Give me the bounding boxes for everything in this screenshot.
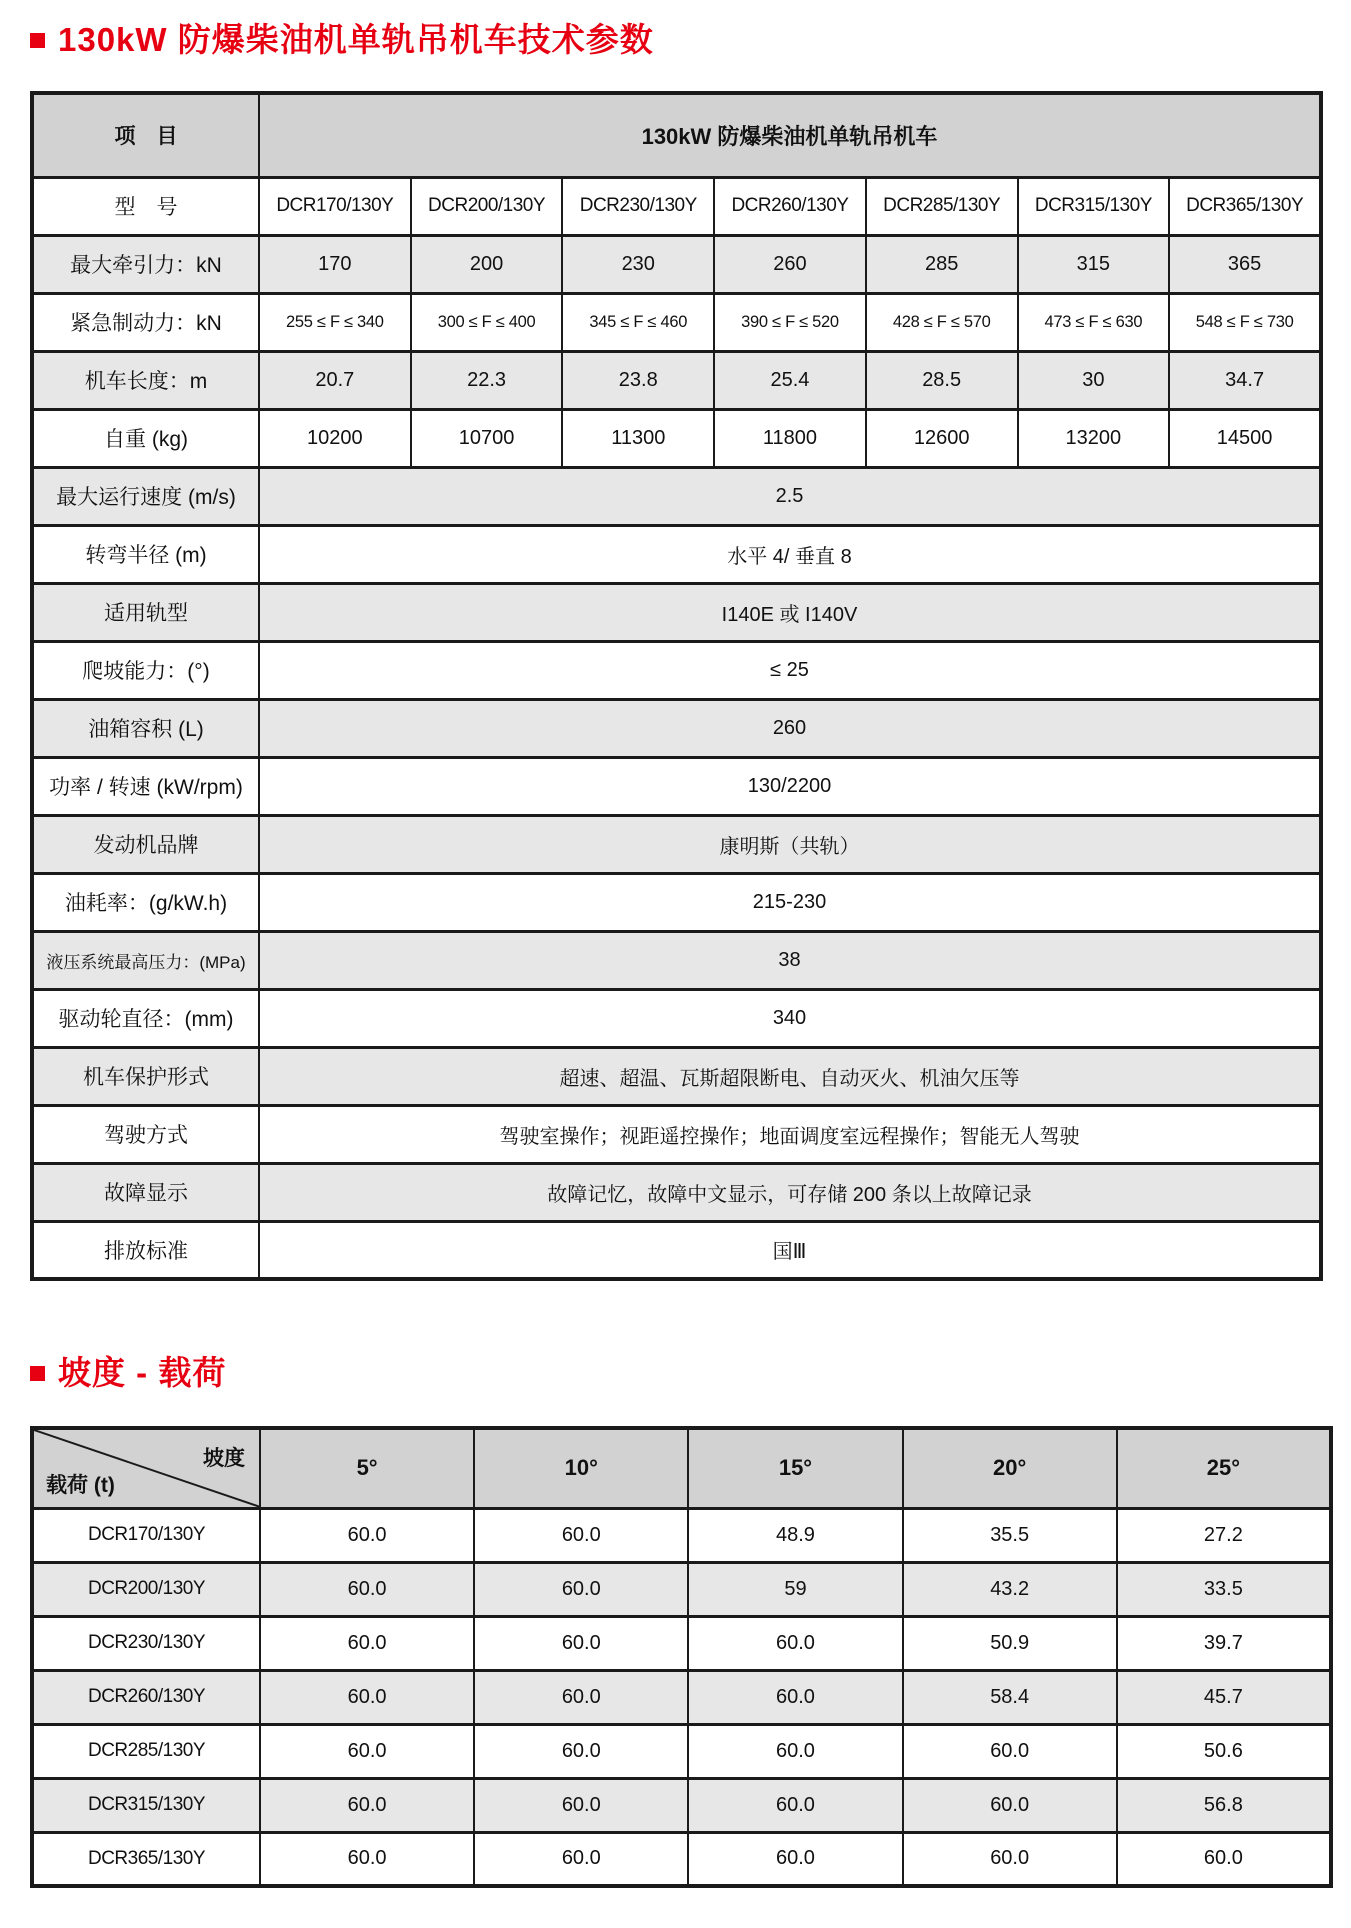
span-value-cell: 超速、超温、瓦斯超限断电、自动灭火、机油欠压等	[259, 1047, 1321, 1105]
model-name-cell: DCR315/130Y	[32, 1778, 260, 1832]
row-label: 爬坡能力：(°)	[32, 641, 259, 699]
model-name-cell: DCR285/130Y	[32, 1724, 260, 1778]
span-value-cell: 康明斯（共轨）	[259, 815, 1321, 873]
spec-row-speed	[32, 467, 1321, 525]
corner-slope-label: 坡度	[203, 1447, 245, 1470]
diagonal-corner-cell	[32, 1428, 260, 1508]
value-cell: 34.7	[1169, 351, 1321, 409]
load-value-cell: 60.0	[688, 1778, 902, 1832]
row-label: 机车保护形式	[32, 1047, 259, 1105]
row-label: 油箱容积 (L)	[32, 699, 259, 757]
load-row	[32, 1508, 1331, 1562]
spec-header-row	[32, 93, 1321, 177]
value-cell: 300 ≤ F ≤ 400	[411, 293, 563, 351]
value-cell: 285	[866, 235, 1018, 293]
model-name-cell: DCR230/130Y	[562, 177, 714, 235]
model-name-cell: DCR365/130Y	[32, 1832, 260, 1886]
load-value-cell: 56.8	[1117, 1778, 1331, 1832]
span-value-cell: 国Ⅲ	[259, 1221, 1321, 1279]
load-value-cell: 58.4	[903, 1670, 1117, 1724]
spec-row-fuel-rate	[32, 873, 1321, 931]
section1-title-text: 130kW 防爆柴油机单轨吊机车技术参数	[58, 21, 654, 58]
load-row	[32, 1778, 1331, 1832]
spec-row-fuel-tank	[32, 699, 1321, 757]
slope-column-header: 15°	[688, 1428, 902, 1508]
load-value-cell: 60.0	[260, 1778, 474, 1832]
corner-load-label: 载荷 (t)	[46, 1473, 115, 1497]
load-header-row	[32, 1428, 1331, 1508]
spec-row-weight	[32, 409, 1321, 467]
spec-row-power-rpm	[32, 757, 1321, 815]
red-square-bullet-icon	[30, 33, 45, 48]
load-value-cell: 59	[688, 1562, 902, 1616]
row-label: 驱动轮直径：(mm)	[32, 989, 259, 1047]
load-value-cell: 27.2	[1117, 1508, 1331, 1562]
load-value-cell: 60.0	[260, 1508, 474, 1562]
span-value-cell: ≤ 25	[259, 641, 1321, 699]
model-row	[32, 177, 1321, 235]
value-cell: 13200	[1018, 409, 1170, 467]
load-row	[32, 1616, 1331, 1670]
span-value-cell: 驾驶室操作；视距遥控操作；地面调度室远程操作；智能无人驾驶	[259, 1105, 1321, 1163]
model-name-cell: DCR200/130Y	[411, 177, 563, 235]
load-value-cell: 50.9	[903, 1616, 1117, 1670]
load-row	[32, 1562, 1331, 1616]
spec-row-climb	[32, 641, 1321, 699]
load-value-cell: 60.0	[688, 1616, 902, 1670]
model-name-cell: DCR285/130Y	[866, 177, 1018, 235]
row-label: 油耗率：(g/kW.h)	[32, 873, 259, 931]
row-label: 转弯半径 (m)	[32, 525, 259, 583]
span-value-cell: 215-230	[259, 873, 1321, 931]
value-cell: 260	[714, 235, 866, 293]
load-value-cell: 60.0	[1117, 1832, 1331, 1886]
row-label: 适用轨型	[32, 583, 259, 641]
load-value-cell: 39.7	[1117, 1616, 1331, 1670]
row-label: 功率 / 转速 (kW/rpm)	[32, 757, 259, 815]
slope-column-header: 20°	[903, 1428, 1117, 1508]
load-value-cell: 60.0	[474, 1670, 688, 1724]
row-label: 驾驶方式	[32, 1105, 259, 1163]
value-cell: 30	[1018, 351, 1170, 409]
section2-title	[30, 1347, 1329, 1394]
spec-row-rail-type	[32, 583, 1321, 641]
span-value-cell: 130/2200	[259, 757, 1321, 815]
load-value-cell: 60.0	[260, 1670, 474, 1724]
load-value-cell: 60.0	[903, 1778, 1117, 1832]
spec-row-emission	[32, 1221, 1321, 1279]
row-label: 发动机品牌	[32, 815, 259, 873]
load-value-cell: 60.0	[903, 1832, 1117, 1886]
spec-row-driving-mode	[32, 1105, 1321, 1163]
value-cell: 170	[259, 235, 411, 293]
spec-table	[30, 91, 1323, 1281]
spec-row-turn-radius	[32, 525, 1321, 583]
value-cell: 255 ≤ F ≤ 340	[259, 293, 411, 351]
value-cell: 10700	[411, 409, 563, 467]
row-label: 紧急制动力：kN	[32, 293, 259, 351]
model-name-cell: DCR230/130Y	[32, 1616, 260, 1670]
spec-header-group-label: 130kW 防爆柴油机单轨吊机车	[259, 93, 1321, 177]
value-cell: 473 ≤ F ≤ 630	[1018, 293, 1170, 351]
spec-row-traction	[32, 235, 1321, 293]
span-value-cell: 38	[259, 931, 1321, 989]
load-value-cell: 60.0	[260, 1616, 474, 1670]
span-value-cell: 2.5	[259, 467, 1321, 525]
red-square-bullet-icon	[30, 1366, 45, 1381]
slope-column-header: 25°	[1117, 1428, 1331, 1508]
model-name-cell: DCR170/130Y	[259, 177, 411, 235]
row-label: 最大运行速度 (m/s)	[32, 467, 259, 525]
load-value-cell: 60.0	[688, 1670, 902, 1724]
load-value-cell: 50.6	[1117, 1724, 1331, 1778]
value-cell: 23.8	[562, 351, 714, 409]
value-cell: 230	[562, 235, 714, 293]
model-name-cell: DCR315/130Y	[1018, 177, 1170, 235]
spec-row-hydraulic-pressure	[32, 931, 1321, 989]
load-value-cell: 60.0	[260, 1832, 474, 1886]
load-value-cell: 60.0	[474, 1724, 688, 1778]
slope-column-header: 5°	[260, 1428, 474, 1508]
load-value-cell: 60.0	[474, 1562, 688, 1616]
value-cell: 14500	[1169, 409, 1321, 467]
value-cell: 200	[411, 235, 563, 293]
load-value-cell: 43.2	[903, 1562, 1117, 1616]
section2-title-text: 坡度 - 载荷	[58, 1354, 227, 1391]
row-label: 排放标准	[32, 1221, 259, 1279]
row-label: 自重 (kg)	[32, 409, 259, 467]
value-cell: 390 ≤ F ≤ 520	[714, 293, 866, 351]
load-value-cell: 60.0	[688, 1832, 902, 1886]
slope-load-table	[30, 1426, 1333, 1888]
load-value-cell: 60.0	[260, 1724, 474, 1778]
row-label: 最大牵引力：kN	[32, 235, 259, 293]
value-cell: 428 ≤ F ≤ 570	[866, 293, 1018, 351]
row-label: 机车长度：m	[32, 351, 259, 409]
load-row	[32, 1724, 1331, 1778]
value-cell: 345 ≤ F ≤ 460	[562, 293, 714, 351]
span-value-cell: 故障记忆，故障中文显示，可存储 200 条以上故障记录	[259, 1163, 1321, 1221]
load-value-cell: 60.0	[474, 1778, 688, 1832]
load-value-cell: 60.0	[688, 1724, 902, 1778]
spec-row-fault-display	[32, 1163, 1321, 1221]
load-value-cell: 48.9	[688, 1508, 902, 1562]
row-label: 故障显示	[32, 1163, 259, 1221]
value-cell: 12600	[866, 409, 1018, 467]
load-value-cell: 60.0	[474, 1508, 688, 1562]
value-cell: 11300	[562, 409, 714, 467]
span-value-cell: 水平 4/ 垂直 8	[259, 525, 1321, 583]
value-cell: 315	[1018, 235, 1170, 293]
load-value-cell: 60.0	[260, 1562, 474, 1616]
value-cell: 10200	[259, 409, 411, 467]
value-cell: 11800	[714, 409, 866, 467]
span-value-cell: 340	[259, 989, 1321, 1047]
spec-row-length	[32, 351, 1321, 409]
model-name-cell: DCR260/130Y	[714, 177, 866, 235]
load-value-cell: 35.5	[903, 1508, 1117, 1562]
span-value-cell: 260	[259, 699, 1321, 757]
span-value-cell: I140E 或 I140V	[259, 583, 1321, 641]
value-cell: 20.7	[259, 351, 411, 409]
load-value-cell: 60.0	[903, 1724, 1117, 1778]
spec-row-protection	[32, 1047, 1321, 1105]
value-cell: 22.3	[411, 351, 563, 409]
slope-column-header: 10°	[474, 1428, 688, 1508]
model-name-cell: DCR365/130Y	[1169, 177, 1321, 235]
row-label: 液压系统最高压力：(MPa)	[32, 931, 259, 989]
section1-title	[30, 14, 1329, 61]
load-value-cell: 45.7	[1117, 1670, 1331, 1724]
load-value-cell: 33.5	[1117, 1562, 1331, 1616]
spec-row-drive-wheel	[32, 989, 1321, 1047]
load-row	[32, 1832, 1331, 1886]
model-name-cell: DCR170/130Y	[32, 1508, 260, 1562]
value-cell: 25.4	[714, 351, 866, 409]
load-value-cell: 60.0	[474, 1616, 688, 1670]
spec-header-item-label: 项 目	[32, 93, 259, 177]
spec-row-braking	[32, 293, 1321, 351]
load-row	[32, 1670, 1331, 1724]
value-cell: 28.5	[866, 351, 1018, 409]
spec-row-engine-brand	[32, 815, 1321, 873]
model-name-cell: DCR200/130Y	[32, 1562, 260, 1616]
load-value-cell: 60.0	[474, 1832, 688, 1886]
value-cell: 365	[1169, 235, 1321, 293]
model-name-cell: DCR260/130Y	[32, 1670, 260, 1724]
row-label: 型 号	[32, 177, 259, 235]
value-cell: 548 ≤ F ≤ 730	[1169, 293, 1321, 351]
